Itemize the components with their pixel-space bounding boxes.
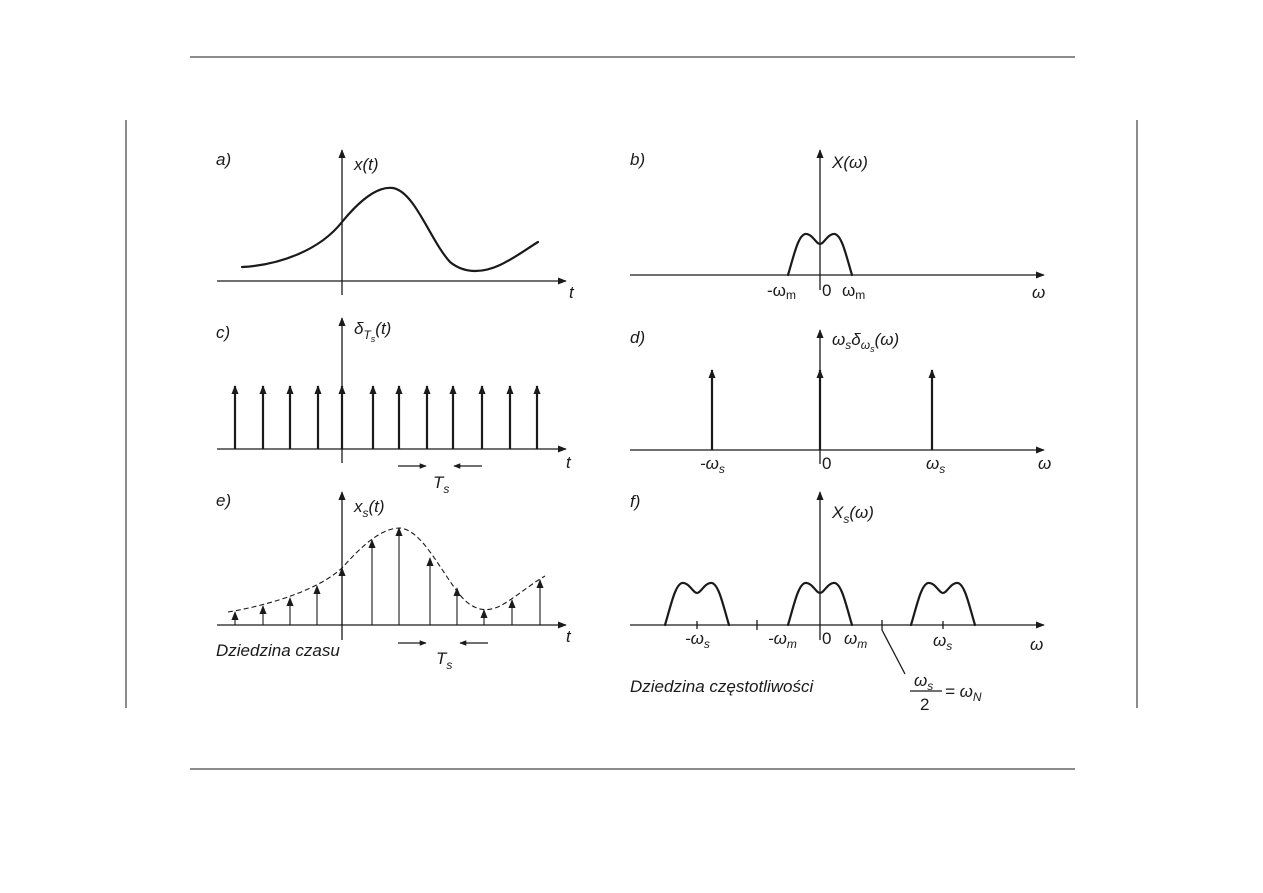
panel-f-nyquist-leader xyxy=(882,630,905,674)
panel-c-period-label: $T_s$ xyxy=(433,473,450,496)
panel-f-tick-pos-ws-label: $\omega_s$ xyxy=(933,631,953,653)
nyquist-equals: = $\omega_N$ xyxy=(945,682,982,704)
panel-a-signal-curve xyxy=(242,188,538,271)
panel-a-y-label: x(t) xyxy=(354,155,379,174)
panel-a xyxy=(216,150,575,302)
panel-e-period-label: $T_s$ xyxy=(436,649,453,672)
panel-b-tick-pos-wm: ωm xyxy=(842,281,866,302)
panel-e-x-label: t xyxy=(566,627,571,646)
panel-f-spectrum-right xyxy=(911,583,975,625)
nyquist-numerator: $\omega_s$ xyxy=(914,671,934,693)
panel-d-y-label: $\omega_s\delta_\omega s(\omega)$ xyxy=(832,330,900,354)
panel-f-nyquist-formula xyxy=(910,671,982,714)
panel-c-letter: c) xyxy=(216,323,231,342)
panel-e-letter: e) xyxy=(216,491,232,510)
panel-d-tick-pos-ws: $\omega_s$ xyxy=(926,454,946,476)
panel-b-tick-neg-wm: -ωm xyxy=(767,281,796,302)
panel-f-letter: f) xyxy=(630,492,641,511)
panel-f-tick-zero-label: 0 xyxy=(822,629,832,648)
panel-b-letter: b) xyxy=(630,150,646,169)
panel-a-letter: a) xyxy=(216,150,232,169)
panel-c xyxy=(216,318,572,496)
panel-e-envelope xyxy=(228,528,545,612)
panel-b-y-label: X(ω) xyxy=(832,153,868,172)
panel-e-sampled-impulses xyxy=(235,528,540,625)
panel-d-letter: d) xyxy=(630,328,646,347)
panel-b-tick-zero: 0 xyxy=(822,281,832,300)
panel-f-x-label: ω xyxy=(1030,635,1044,654)
panel-b-x-label: ω xyxy=(1032,283,1046,302)
panel-e-y-label: $x_s(t)$ xyxy=(354,497,385,520)
panel-f-y-label: $X_s(\omega)$ xyxy=(832,503,874,526)
panel-e xyxy=(216,491,572,672)
panel-d-tick-neg-ws: $-\omega_s$ xyxy=(700,454,725,476)
panel-d xyxy=(630,328,1051,476)
nyquist-denominator: 2 xyxy=(920,695,930,714)
caption-time-domain: Dziedzina czasu xyxy=(216,641,340,660)
panel-f-tick-neg-wm-label: $-\omega_m$ xyxy=(768,629,797,651)
panel-c-impulse-train xyxy=(235,386,537,449)
panel-a-x-label: t xyxy=(569,283,574,302)
panel-c-x-label: t xyxy=(566,453,571,472)
panel-f-tick-pos-wm-label: $\omega_m$ xyxy=(844,629,868,651)
caption-frequency-domain: Dziedzina częstotliwości xyxy=(630,677,814,696)
panel-f-spectrum-left xyxy=(665,583,729,625)
panel-d-tick-zero: 0 xyxy=(822,454,832,473)
panel-f-tick-neg-ws-label: $-\omega_s$ xyxy=(685,629,710,651)
panel-d-x-label: ω xyxy=(1038,454,1052,473)
panel-c-y-label: $\delta_Ts(t)$ xyxy=(354,319,392,344)
panel-b xyxy=(630,150,1045,302)
panel-f xyxy=(630,492,1044,714)
